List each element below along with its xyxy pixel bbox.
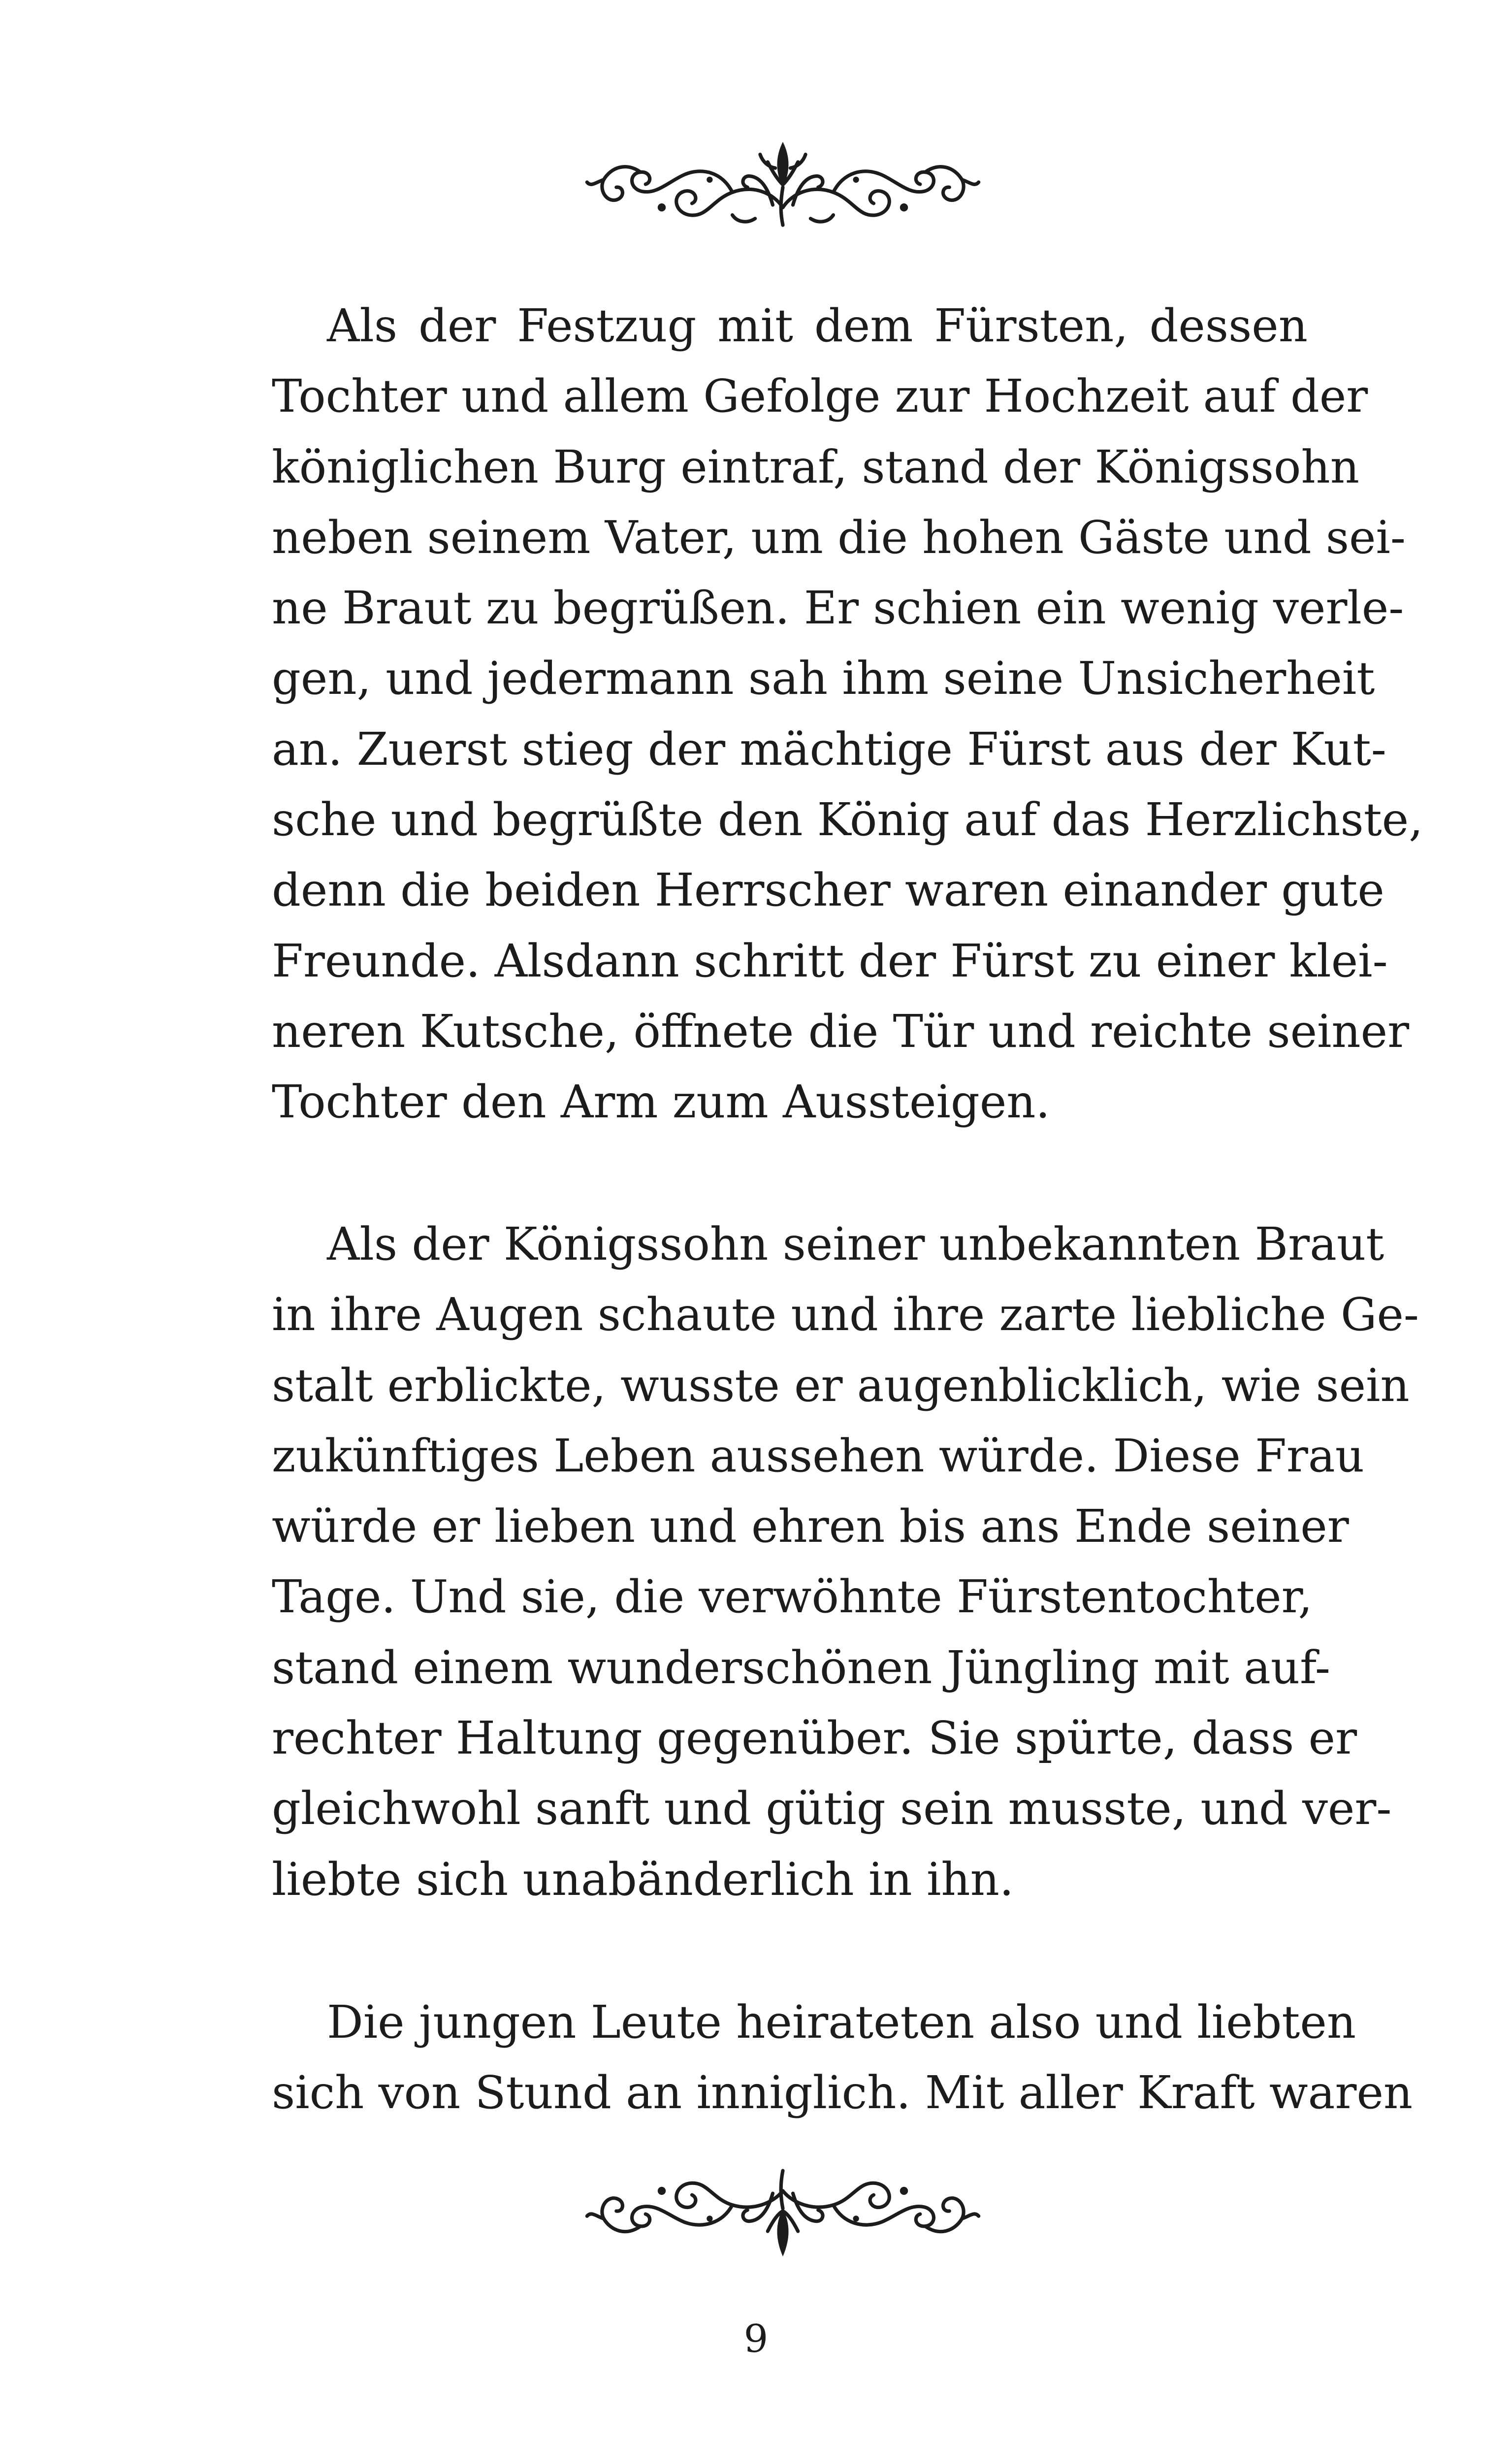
text-line: Als der Königssohn seiner unbekannten Braut	[327, 1218, 1384, 1270]
text-line: neben seinem Vater, um die hohen Gäste und sei-	[272, 511, 1406, 564]
text-line: an. Zuerst stieg der mächtige Fürst aus der Kut-	[272, 722, 1386, 776]
text-line: denn die beiden Herrscher waren einander gute	[272, 864, 1384, 917]
text-line: Tochter den Arm zum Aussteigen.	[272, 1075, 1050, 1129]
text-line: gen, und jedermann sah ihm seine Unsicherheit	[272, 652, 1375, 705]
ornament-bottom-icon	[581, 2159, 985, 2263]
text-line: königlichen Burg eintraf, stand der Königssohn	[272, 440, 1359, 493]
text-line: rechter Haltung gegenüber. Sie spürte, dass er	[272, 1712, 1357, 1765]
text-line: stand einem wunderschönen Jüngling mit auf-	[272, 1641, 1330, 1694]
paragraph-2	[272, 1209, 1419, 1915]
ornament-top-icon	[581, 130, 985, 234]
text-line: neren Kutsche, öffnete die Tür und reichte seiner	[272, 1005, 1410, 1058]
text-line: würde er lieben und ehren bis ans Ende seiner	[272, 1500, 1349, 1553]
page-number: 9	[743, 2317, 769, 2361]
paragraph-1	[272, 291, 1423, 1138]
text-line: stalt erblickte, wusste er augenblicklich, wie sein	[272, 1359, 1410, 1412]
text-line: Tochter und allem Gefolge zur Hochzeit auf der	[272, 370, 1368, 423]
text-line: zukünftiges Leben aussehen würde. Diese Frau	[272, 1429, 1365, 1482]
text-line: Freunde. Alsdann schritt der Fürst zu einer klei-	[272, 934, 1388, 987]
text-line: in ihre Augen schaute und ihre zarte liebliche Ge-	[272, 1288, 1419, 1341]
text-line: Als der Festzug mit dem Fürsten, dessen	[327, 299, 1308, 352]
text-line: ne Braut zu begrüßen. Er schien ein wenig verle-	[272, 582, 1404, 635]
text-line: Tage. Und sie, die verwöhnte Fürstentochter,	[272, 1570, 1313, 1624]
text-line: sche und begrüßte den König auf das Herzlichste,	[272, 793, 1423, 847]
text-line: sich von Stund an inniglich. Mit aller Kraft waren	[272, 2066, 1413, 2119]
text-line: Die jungen Leute heirateten also und liebten	[327, 1996, 1356, 2049]
text-line: gleichwohl sanft und gütig sein musste, und ver-	[272, 1782, 1392, 1835]
paragraph-3	[272, 1987, 1413, 2128]
text-line: liebte sich unabänderlich in ihn.	[272, 1853, 1014, 1906]
